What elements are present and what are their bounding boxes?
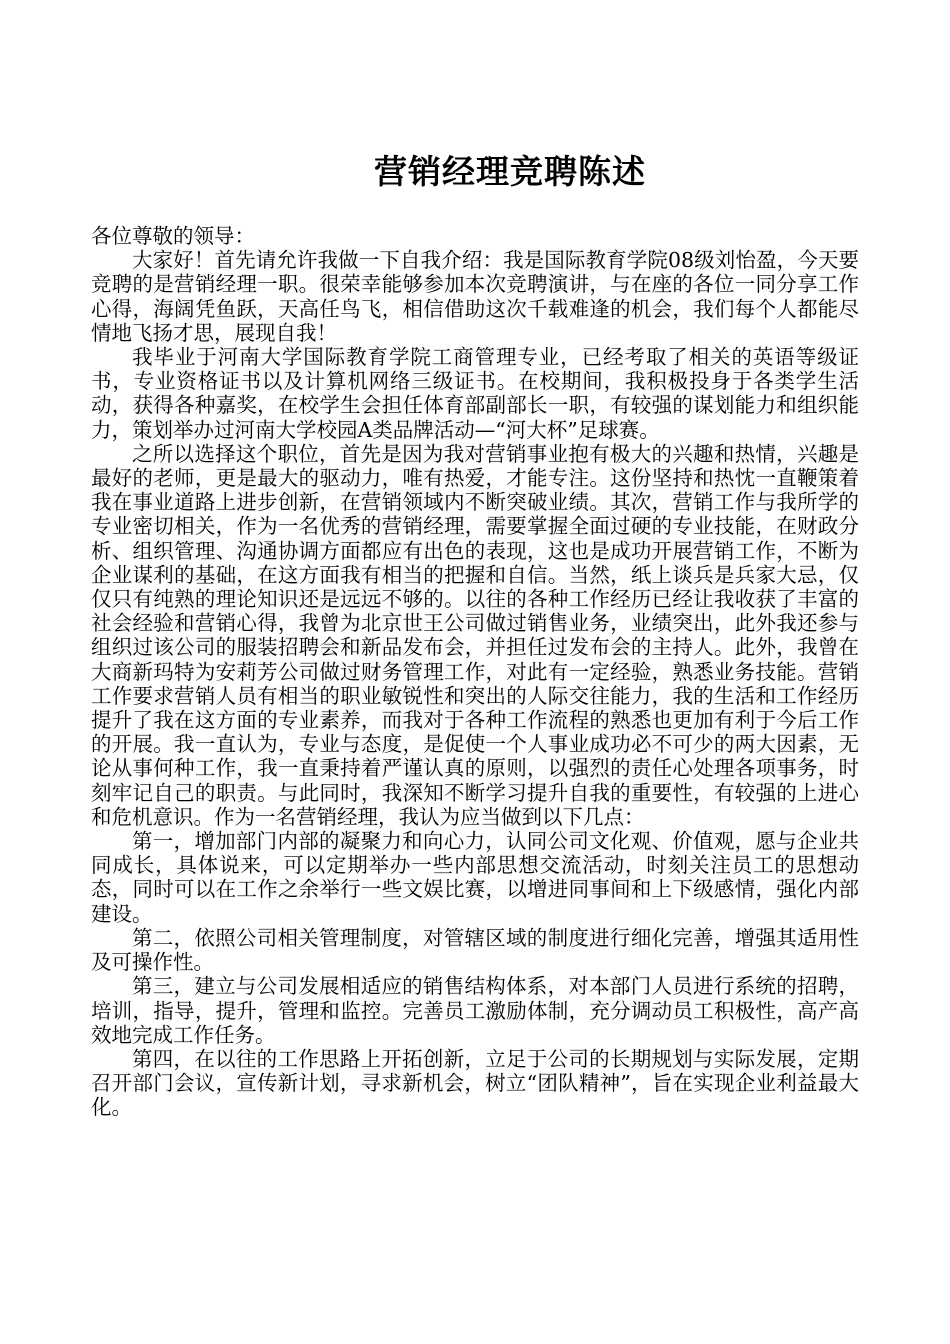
salutation: 各位尊敬的领导： (91, 224, 255, 248)
paragraph-point-four: 第四，在以往的工作思路上开拓创新，立足于公司的长期规划与实际发展，定期召开部门会议，宣传新计划，寻求新机会，树立“团队精神”，旨在实现企业利益最大化。 (91, 1046, 859, 1120)
paragraph-point-three: 第三，建立与公司发展相适应的销售结构体系，对本部门人员进行系统的招聘，培训，指导，提升，管理和监控。完善员工激励体制，充分调动员工积极性，高产高效地完成工作任务。 (91, 974, 859, 1047)
document-body (91, 224, 859, 1120)
paragraph-introduction: 大家好！首先请允许我做一下自我介绍：我是国际教育学院08级刘怡盈，今天要竞聘的是营销经理一职。很荣幸能够参加本次竞聘演讲，与在座的各位一同分享工作心得，海阔凭鱼跃，天高任鸟飞，相信借助这次千载难逢的机会，我们每个人都能尽情地飞扬才思，展现自我！ (91, 248, 859, 345)
paragraph-motivation: 之所以选择这个职位，首先是因为我对营销事业抱有极大的兴趣和热情，兴趣是最好的老师，更是最大的驱动力，唯有热爱，才能专注。这份坚持和热忱一直鞭策着我在事业道路上进步创新，在营销领域内不断突破业绩。其次，营销工作与我所学的专业密切相关，作为一名优秀的营销经理，需要掌握全面过硬的专业技能，在财政分析、组织管理、沟通协调方面都应有出色的表现，这也是成功开展营销工作，不断为企业谋利的基础，在这方面我有相当的把握和自信。当然，纸上谈兵是兵家大忌，仅仅只有纯熟的理论知识还是远远不够的。以往的各种工作经历已经让我收获了丰富的社会经验和营销心得，我曾为北京世王公司做过销售业务，业绩突出，此外我还参与组织过该公司的服装招聘会和新品发布会，并担任过发布会的主持人。此外，我曾在大商新玛特为安莉芳公司做过财务管理工作，对此有一定经验，熟悉业务技能。营销工作要求营销人员有相当的职业敏锐性和突出的人际交往能力，我的生活和工作经历提升了我在这方面的专业素养，而我对于各种工作流程的熟悉也更加有利于今后工作的开展。我一直认为，专业与态度，是促使一个人事业成功必不可少的两大因素，无论从事何种工作，我一直秉持着严谨认真的原则，以强烈的责任心处理各项事务，时刻牢记自己的职责。与此同时，我深知不断学习提升自我的重要性，有较强的上进心和危机意识。作为一名营销经理，我认为应当做到以下几点： (91, 441, 859, 829)
paragraph-education: 我毕业于河南大学国际教育学院工商管理专业，已经考取了相关的英语等级证书，专业资格证书以及计算机网络三级证书。在校期间，我积极投身于各类学生活动，获得各种嘉奖，在校学生会担任体育部副部长一职，有较强的谋划能力和组织能力，策划举办过河南大学校园A类品牌活动—“河大杯”足球赛。 (91, 345, 859, 442)
document-title: 营销经理竞聘陈述 (374, 152, 646, 191)
paragraph-point-two: 第二，依照公司相关管理制度，对管辖区域的制度进行细化完善，增强其适用性及可操作性。 (91, 925, 859, 975)
paragraph-point-one: 第一，增加部门内部的凝聚力和向心力，认同公司文化观、价值观，愿与企业共同成长，具体说来，可以定期举办一些内部思想交流活动，时刻关注员工的思想动态，同时可以在工作之余举行一些文娱比赛，以增进同事间和上下级感情，强化内部建设。 (91, 829, 859, 926)
